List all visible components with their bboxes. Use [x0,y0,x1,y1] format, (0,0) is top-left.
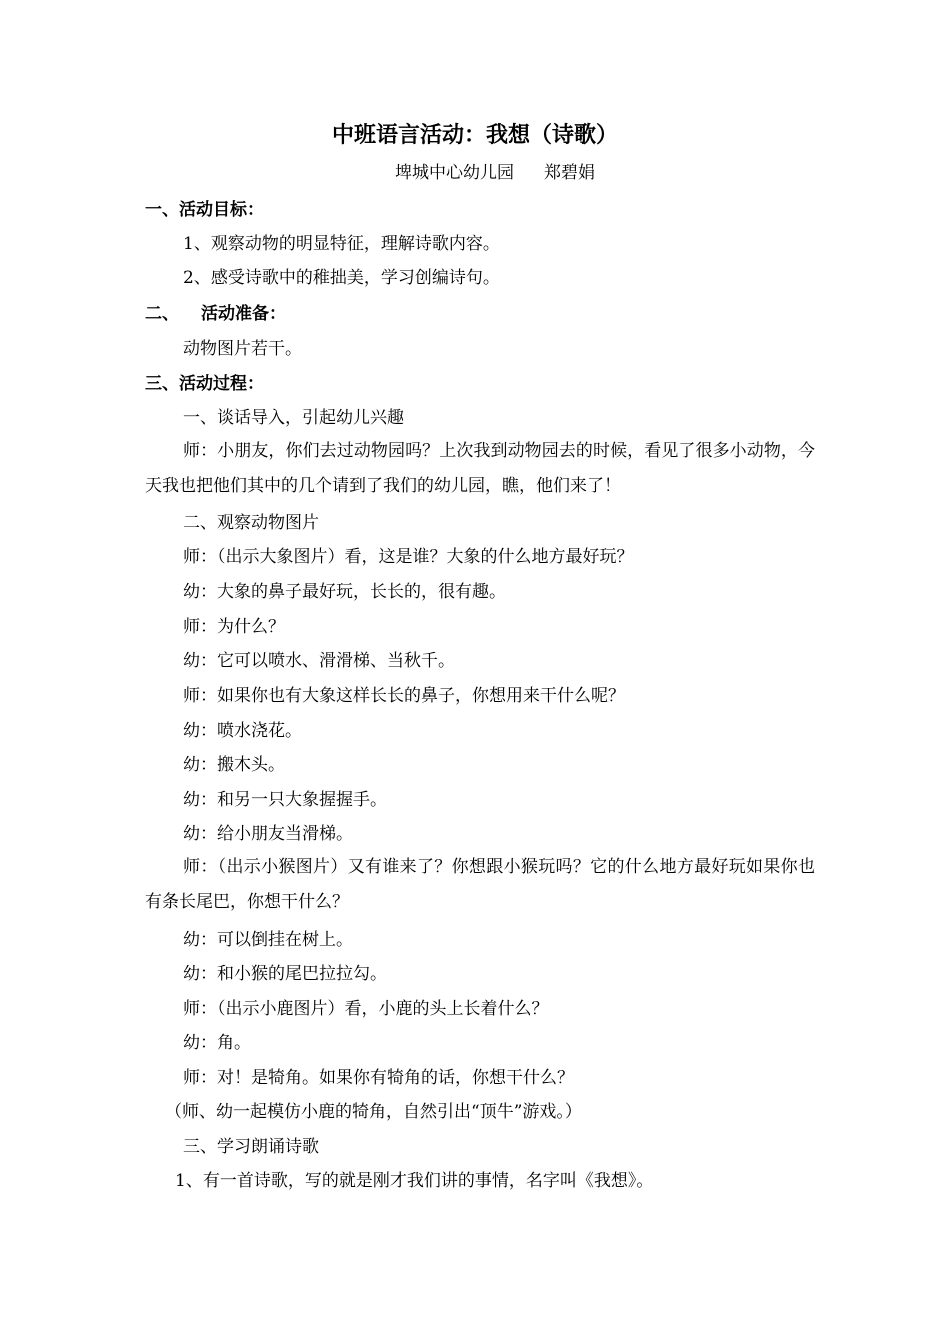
step-heading: 三、学习朗诵诗歌 [183,1137,319,1157]
step3-item: 1、有一首诗歌，写的就是刚才我们讲的事情，名字叫《我想》。 [175,1171,654,1191]
dialogue-line: 幼：大象的鼻子最好玩，长长的，很有趣。 [183,582,506,602]
prep-content: 动物图片若干。 [183,339,302,359]
section-heading-prep-number: 二、 [145,304,179,324]
dialogue-line: 幼：和小猴的尾巴拉拉勾。 [183,964,387,984]
dialogue-line: 师：（出示小鹿图片）看，小鹿的头上长着什么？ [183,999,549,1019]
dialogue-line: 幼：可以倒挂在树上。 [183,930,353,950]
dialogue-line: 幼：它可以喷水、滑滑梯、当秋千。 [183,651,455,671]
step-heading: 二、观察动物图片 [183,513,319,533]
dialogue-line: 师：为什么？ [183,617,285,637]
goal-item: 1、观察动物的明显特征，理解诗歌内容。 [183,234,500,254]
dialogue-line: 幼：角。 [183,1033,251,1053]
dialogue-line: 幼：喷水浇花。 [183,721,302,741]
dialogue-line: 师：（出示大象图片）看，这是谁？大象的什么地方最好玩？ [183,547,634,567]
section-heading-goals: 一、活动目标： [145,200,264,220]
dialogue-line: 师：对！是犄角。如果你有犄角的话，你想干什么？ [183,1068,574,1088]
dialogue-line: 幼：给小朋友当滑梯。 [183,824,353,844]
dialogue-line: 幼：和另一只大象握握手。 [183,790,387,810]
section-heading-process: 三、活动过程： [145,374,264,394]
teacher-intro-paragraph: 师：小朋友，你们去过动物园吗？上次我到动物园去的时候，看见了很多小动物，今天我也把他们其中的几个请到了我们的幼儿园，瞧，他们来了！ [145,441,815,496]
document-title: 中班语言活动：我想（诗歌） [331,122,618,148]
author-name: 郑碧娟 [544,163,595,183]
dialogue-line: 幼：搬木头。 [183,755,285,775]
dialogue-line: 师：如果你也有大象这样长长的鼻子，你想用来干什么呢？ [183,686,625,706]
section-heading-prep: 活动准备： [201,304,286,324]
teacher-monkey-paragraph: 师：（出示小猴图片）又有谁来了？你想跟小猴玩吗？它的什么地方最好玩如果你也有条长尾巴，你想干什么？ [145,857,815,912]
author-school: 埤城中心幼儿园 [395,163,514,183]
author-line [0,158,950,188]
step-heading: 一、谈话导入，引起幼儿兴趣 [183,408,404,428]
stage-note: （师、幼一起模仿小鹿的犄角，自然引出“顶牛”游戏。） [165,1102,582,1122]
goal-item: 2、感受诗歌中的稚拙美，学习创编诗句。 [183,268,500,288]
